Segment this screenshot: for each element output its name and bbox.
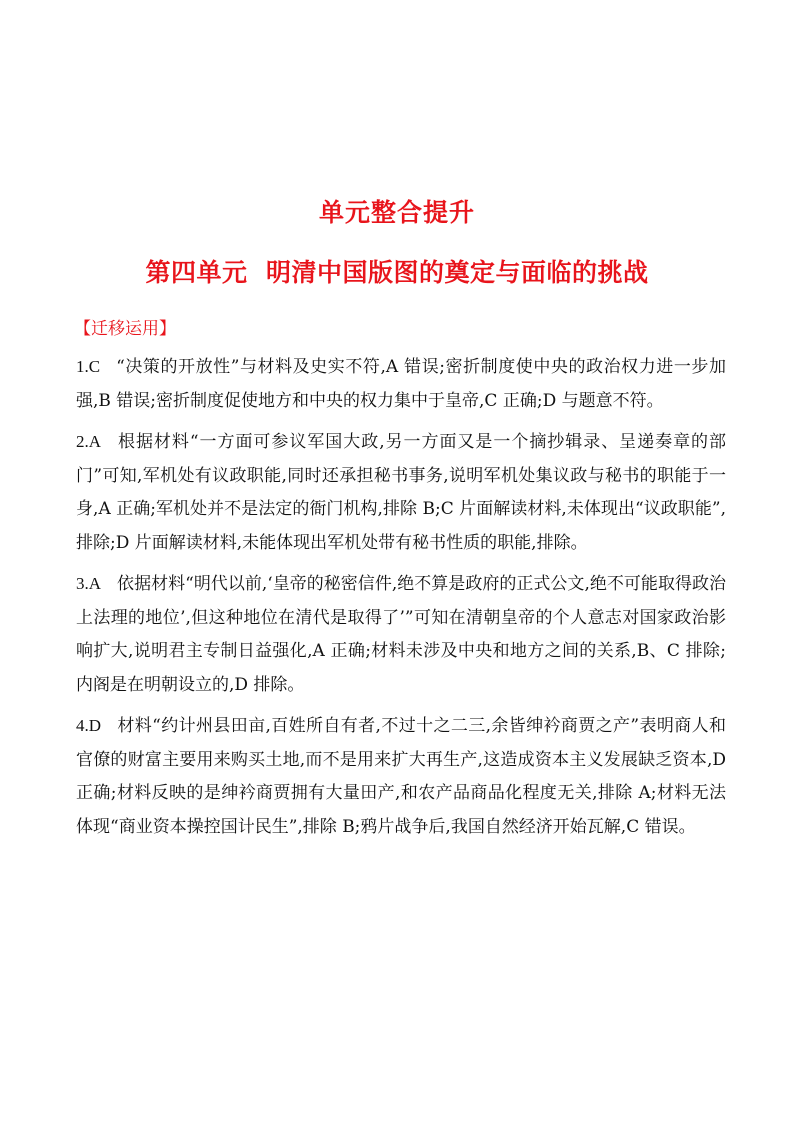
answer-number: 1.C [76,357,101,376]
answer-item [76,567,726,702]
answer-text: 材料“约计州县田亩,百姓所自有者,不过十之二三,余皆绅衿商贾之产”表明商人和官僚的财富主要用来购买土地,而不是用来扩大再生产,这造成资本主义发展缺乏资本,D 正确;材料反映的是绅衿商贾拥有大量田产,和农产品商品化程度无关,排除 A;材料无法体现“商业资本操控国计民生”,排除 B;鸦片战争后,我国自然经济开始瓦解,C 错误。 [76,716,726,837]
page-title: 单元整合提升 [318,198,475,227]
answer-text: 根据材料“一方面可参议军国大政,另一方面又是一个摘抄辑录、呈递奏章的部门”可知,军机处有议政职能,同时还承担秘书事务,说明军机处集议政与秘书的职能于一身,A 正确;军机处并不是法定的衙门机构,排除 B;C 片面解读材料,未体现出“议政职能”,排除;D 片面解读材料,未能体现出军机处带有秘书性质的职能,排除。 [76,432,726,553]
answer-text: “决策的开放性”与材料及史实不符,A 错误;密折制度使中央的政治权力进一步加强,B 错误;密折制度促使地方和中央的权力集中于皇帝,C 正确;D 与题意不符。 [76,357,726,411]
unit-subtitle: 第四单元 明清中国版图的奠定与面临的挑战 [145,258,649,287]
answer-item [76,350,726,418]
section-label: 【迁移运用】 [74,319,176,339]
answer-number: 4.D [76,716,102,735]
answer-number: 3.A [76,574,102,593]
answer-item [76,709,726,844]
answer-item [76,425,726,560]
answer-number: 2.A [76,432,102,451]
answer-text: 依据材料“明代以前,‘皇帝的秘密信件,绝不算是政府的正式公文,绝不可能取得政治上法理的地位’,但这种地位在清代是取得了’”可知在清朝皇帝的个人意志对国家政治影响扩大,说明君主专制日益强化,A 正确;材料未涉及中央和地方之间的关系,B、C 排除;内阁是在明朝设立的,D 排除。 [76,574,726,695]
answer-list [76,350,726,851]
